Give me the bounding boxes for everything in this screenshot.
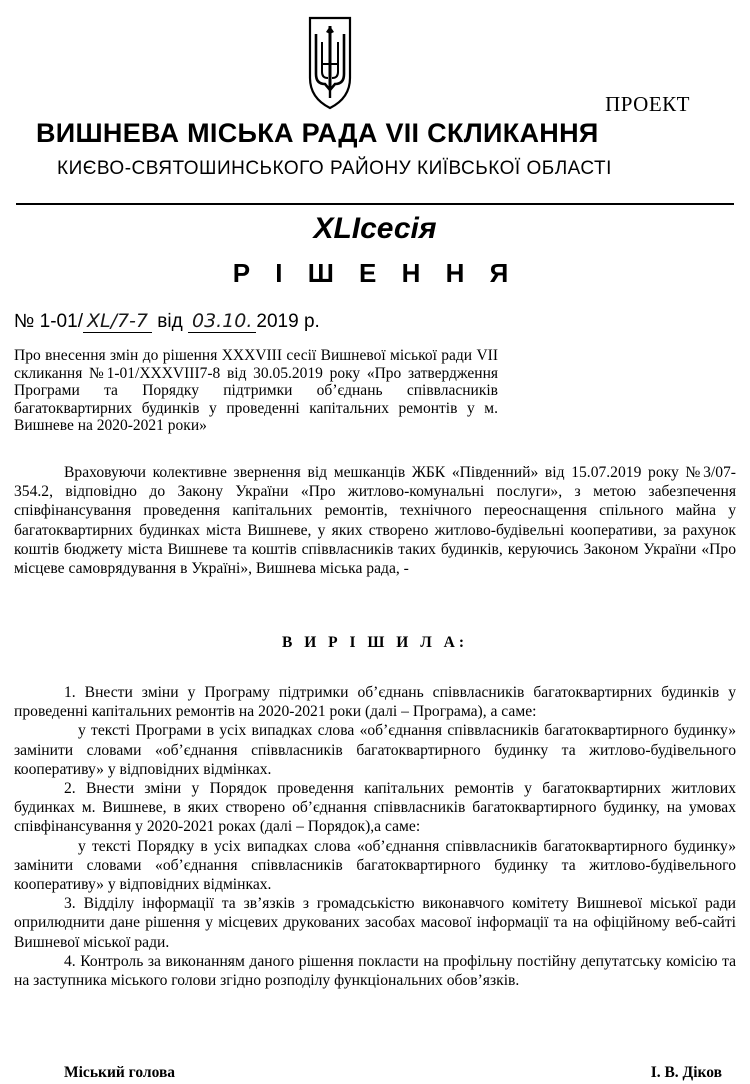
- decision-item: 3. Відділу інформації та зв’язків з громадськістю виконавчого комітету Вишневої міської ради оприлюднити дане рішення у місцевих друкованих засобах масової інформації та на офіційному веб-сайті Вишневої міської ради.: [14, 895, 736, 951]
- signature-name: І. В. Діков: [650, 1064, 722, 1081]
- decision-number-line: [14, 310, 320, 333]
- from-label: від: [157, 311, 183, 332]
- decision-item: 4. Контроль за виконанням даного рішення покласти на профільну постійну депутатську комісію та на заступника міського голови згідно розподілу функціональних обов’язків.: [14, 952, 736, 990]
- handwritten-number: XL/7-7: [83, 310, 152, 333]
- decision-item: 1. Внести зміни у Програму підтримки об’єднань співвласників багатоквартирних будинків у проведенні капітальних ремонтів на 2020-2021 роки (далі – Програма), а саме:: [14, 684, 736, 721]
- document-title: Р І Ш Е Н Н Я: [232, 258, 518, 288]
- district-name: КИЄВО-СВЯТОШИНСЬКОГО РАЙОНУ КИЇВСЬКОЇ ОБЛАСТІ: [57, 158, 612, 179]
- header-divider: [16, 203, 734, 205]
- trident-emblem-icon: [307, 12, 353, 112]
- decision-year: 2019 р.: [256, 311, 320, 332]
- decision-item: у тексті Порядку в усіх випадках слова «об’єднання співвласників багатоквартирного будинку» замінити словами «об’єднання співвласників багатоквартирного будинку та житлово-будівельного кооперативу» у відповідних відмінках.: [14, 837, 736, 894]
- signature-position: Міський голова: [64, 1064, 176, 1081]
- decision-item: 2. Внести зміни у Порядок проведення капітальних ремонтів у багатоквартирних житлових будинках м. Вишневе, в яких створено об’єднання співвласників багатоквартирного будинку, на умовах співфінансування у 2020-2021 роках (далі – Порядок),а саме:: [14, 780, 736, 836]
- council-name: ВИШНЕВА МІСЬКА РАДА VII СКЛИКАННЯ: [36, 118, 599, 148]
- decision-items: [14, 683, 736, 990]
- handwritten-date: 03.10.: [188, 310, 256, 333]
- decision-number-prefix: № 1-01/: [14, 311, 83, 332]
- decision-subject: Про внесення змін до рішення XXXVIII сесії Вишневої міської ради VII скликання №1-01/XXXVIII7-8 від 30.05.2019 року «Про затвердження Програми та Порядку підтримки об’єднань співвласників багатоквартирних будинків у проведенні капітальних ремонтів у м. Вишневе на 2020-2021 роки»: [14, 347, 498, 434]
- decision-item: у тексті Програми в усіх випадках слова «об’єднання співвласників багатоквартирного будинку» замінити словами «об’єднання співвласників багатоквартирного будинку та житлово-будівельного кооперативу» у відповідних відмінках.: [14, 722, 736, 778]
- resolved-heading: В И Р І Ш И Л А:: [281, 634, 468, 651]
- preamble-paragraph: Враховуючи колективне звернення від мешканців ЖБК «Південний» від 15.07.2019 року №3/07-354.2, відповідно до Закону України «Про житлово-комунальні послуги», з метою забезпечення співфінансування проведення капітальних ремонтів, технічного переоснащення спільного майна у багатоквартирних будинках міста Вишневе, у яких створено житлово-будівельні кооперативи, за рахунок коштів бюджету міста Вишневе та коштів співвласників таких будинків, керуючись Законом України «Про місцеве самоврядування в Україні», Вишнева міська рада, -: [14, 464, 736, 578]
- draft-label: ПРОЕКТ: [605, 92, 690, 116]
- session-title: XLIсесія: [313, 212, 437, 245]
